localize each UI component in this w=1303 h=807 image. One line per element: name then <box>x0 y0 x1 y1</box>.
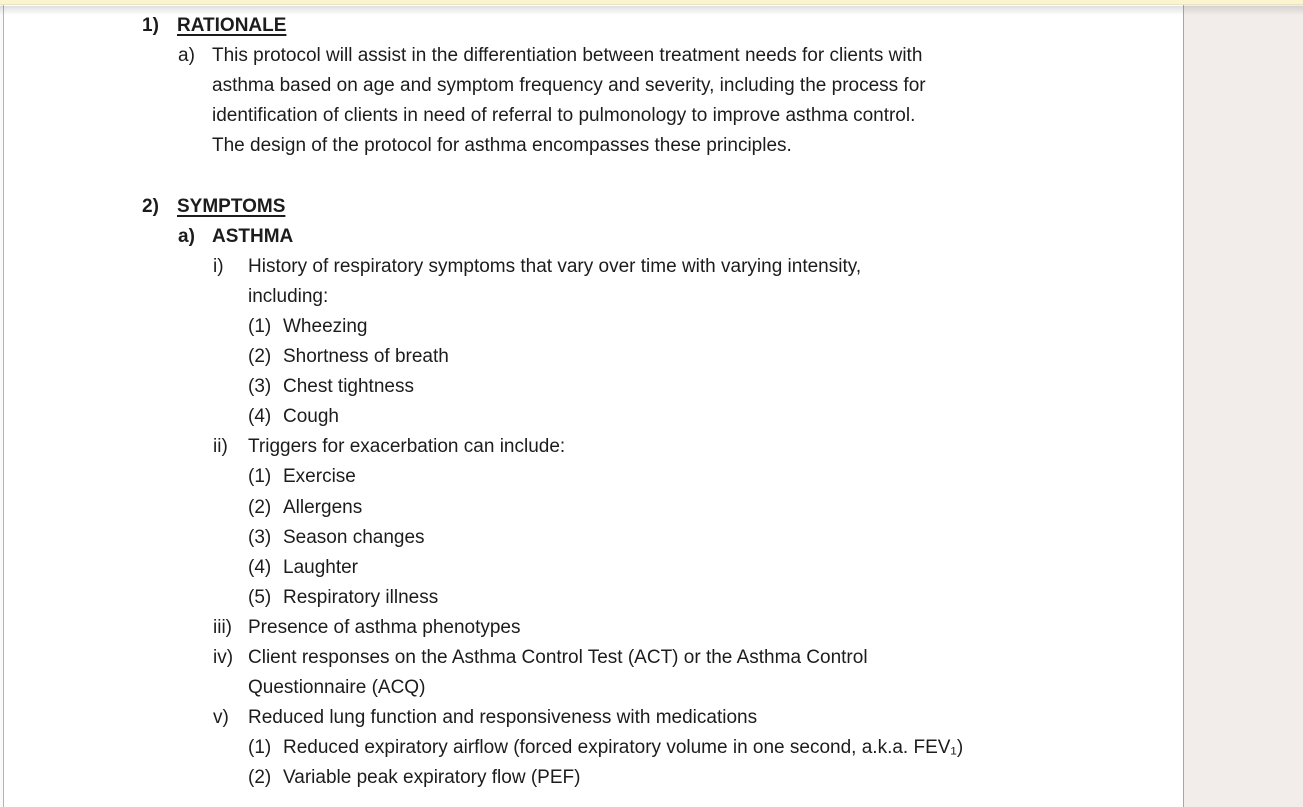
body-text: Respiratory illness <box>283 586 439 608</box>
list-marker: 2) <box>142 195 159 217</box>
section-2-heading <box>0 192 1183 222</box>
item-1a-line2 <box>0 71 1183 101</box>
item-2a-v-2 <box>0 763 1183 793</box>
item-2a-subheading <box>0 222 1183 252</box>
item-2a-v-1 <box>0 733 1183 763</box>
body-text: Allergens <box>283 496 363 518</box>
blank-line <box>0 161 1183 191</box>
body-text: The design of the protocol for asthma encompasses these principles. <box>212 135 792 157</box>
list-marker: v) <box>213 707 229 729</box>
body-text: Shortness of breath <box>283 346 449 368</box>
item-1a-line4 <box>0 131 1183 161</box>
document-page[interactable] <box>4 0 1183 807</box>
item-2a-i-line1 <box>0 252 1183 282</box>
item-2a-i-line2 <box>0 282 1183 312</box>
heading-text: SYMPTOMS <box>177 195 286 217</box>
body-text: This protocol will assist in the differentiation between treatment needs for clients with <box>212 45 923 67</box>
page-left-border <box>3 0 4 807</box>
list-marker: 1) <box>142 15 159 36</box>
item-2a-i-1 <box>0 312 1183 342</box>
body-text: Chest tightness <box>283 376 414 398</box>
list-marker: (1) <box>248 315 272 337</box>
item-2a-ii-4 <box>0 553 1183 583</box>
item-1a-line1 <box>0 41 1183 71</box>
body-text: Laughter <box>283 556 359 578</box>
list-marker: (2) <box>248 346 272 368</box>
item-1a-line3 <box>0 101 1183 131</box>
list-marker: (3) <box>248 376 272 398</box>
list-marker: (5) <box>248 586 272 608</box>
item-2a-ii-3 <box>0 523 1183 553</box>
list-marker: (2) <box>248 767 272 789</box>
item-2a-ii-2 <box>0 493 1183 523</box>
body-text: History of respiratory symptoms that vary over time with varying intensity, <box>248 255 862 277</box>
list-marker: i) <box>213 255 224 277</box>
list-marker: (4) <box>248 406 272 428</box>
body-text: Exercise <box>283 466 356 488</box>
item-2a-ii-5 <box>0 583 1183 613</box>
list-marker: a) <box>178 225 195 247</box>
body-text: Season changes <box>283 526 425 548</box>
item-2a-i-2 <box>0 342 1183 372</box>
heading-text: RATIONALE <box>177 15 287 36</box>
subheading-text: ASTHMA <box>212 225 294 247</box>
body-text: Variable peak expiratory flow (PEF) <box>283 767 581 789</box>
list-marker: (2) <box>248 496 272 518</box>
body-text: Reduced lung function and responsiveness with medications <box>248 707 758 729</box>
item-2a-ii-1 <box>0 462 1183 492</box>
item-2a-iii <box>0 613 1183 643</box>
app-background-right <box>1184 5 1303 807</box>
item-2a-i-4 <box>0 402 1183 432</box>
body-text: asthma based on age and symptom frequency and severity, including the process for <box>212 75 926 97</box>
body-text: Presence of asthma phenotypes <box>248 616 521 638</box>
list-marker: a) <box>178 45 195 67</box>
item-2a-i-3 <box>0 372 1183 402</box>
item-2a-v <box>0 703 1183 733</box>
list-marker: ii) <box>213 436 228 458</box>
item-2a-ii <box>0 432 1183 462</box>
list-marker: (3) <box>248 526 272 548</box>
item-2a-iv-line2 <box>0 673 1183 703</box>
list-marker: iv) <box>213 646 234 668</box>
body-text: identification of clients in need of referral to pulmonology to improve asthma control. <box>212 105 916 127</box>
body-text: Cough <box>283 406 339 428</box>
list-marker: (1) <box>248 737 272 759</box>
body-text: Reduced expiratory airflow (forced expiratory volume in one second, a.k.a. FEV₁) <box>283 737 964 759</box>
section-1-heading <box>0 11 1183 41</box>
list-marker: (1) <box>248 466 272 488</box>
document-outline <box>0 11 1183 793</box>
body-text: Client responses on the Asthma Control Test (ACT) or the Asthma Control <box>248 646 868 668</box>
body-text: Triggers for exacerbation can include: <box>248 436 566 458</box>
ribbon-bottom-edge <box>0 0 1303 5</box>
list-marker: iii) <box>213 616 232 638</box>
body-text: Wheezing <box>283 315 368 337</box>
page-right-border <box>1183 5 1184 807</box>
body-text: including: <box>248 285 329 307</box>
item-2a-iv-line1 <box>0 643 1183 673</box>
body-text: Questionnaire (ACQ) <box>248 677 426 699</box>
list-marker: (4) <box>248 556 272 578</box>
